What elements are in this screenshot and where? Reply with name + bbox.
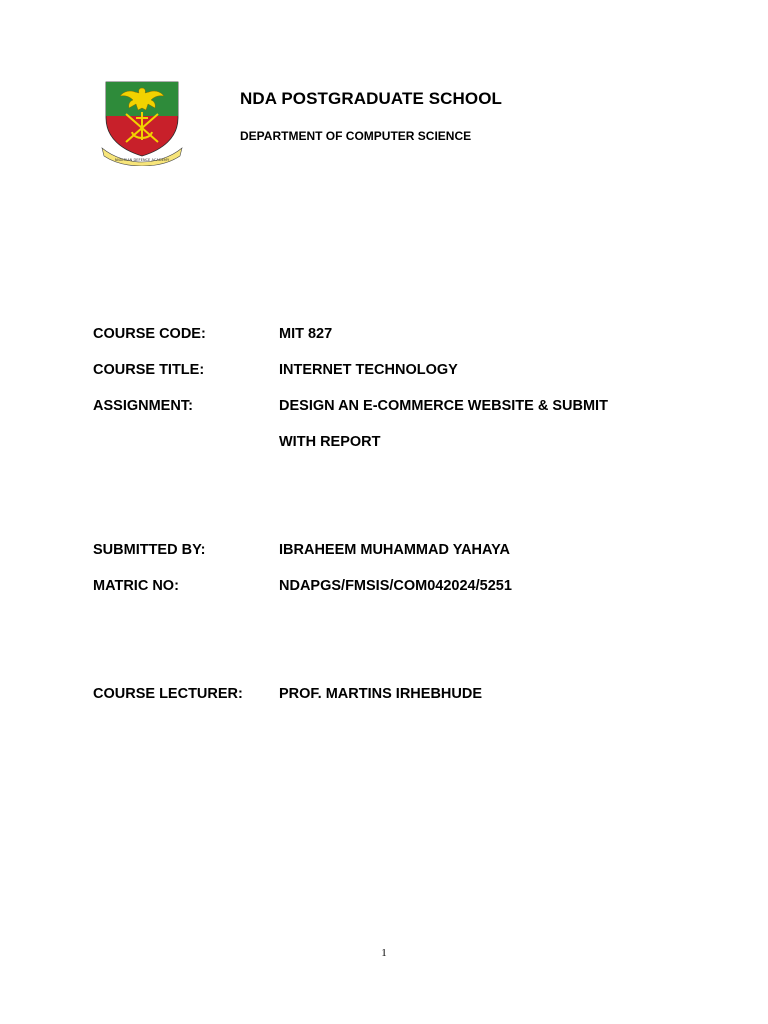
course-title-value: INTERNET TECHNOLOGY [279,362,458,378]
department-name: DEPARTMENT OF COMPUTER SCIENCE [240,129,472,143]
assignment-value-line1: DESIGN AN E-COMMERCE WEBSITE & SUBMIT [279,398,608,414]
nda-crest-logo [100,78,184,166]
svg-text:NIGERIAN DEFENCE ACADEMY: NIGERIAN DEFENCE ACADEMY [114,158,170,162]
matric-label: MATRIC NO: [93,578,179,594]
page-number: 1 [381,947,387,959]
matric-value: NDAPGS/FMSIS/COM042024/5251 [279,578,512,594]
course-code-label: COURSE CODE: [93,326,206,342]
school-name: NDA POSTGRADUATE SCHOOL [240,89,503,108]
submitted-by-value: IBRAHEEM MUHAMMAD YAHAYA [279,542,510,558]
submitted-by-label: SUBMITTED BY: [93,542,206,558]
course-title-label: COURSE TITLE: [93,362,205,378]
assignment-label: ASSIGNMENT: [93,398,193,414]
course-lecturer-label: COURSE LECTURER: [93,686,243,702]
assignment-value-line2: WITH REPORT [279,434,381,450]
course-lecturer-value: PROF. MARTINS IRHEBHUDE [279,686,483,702]
course-code-value: MIT 827 [279,326,333,342]
